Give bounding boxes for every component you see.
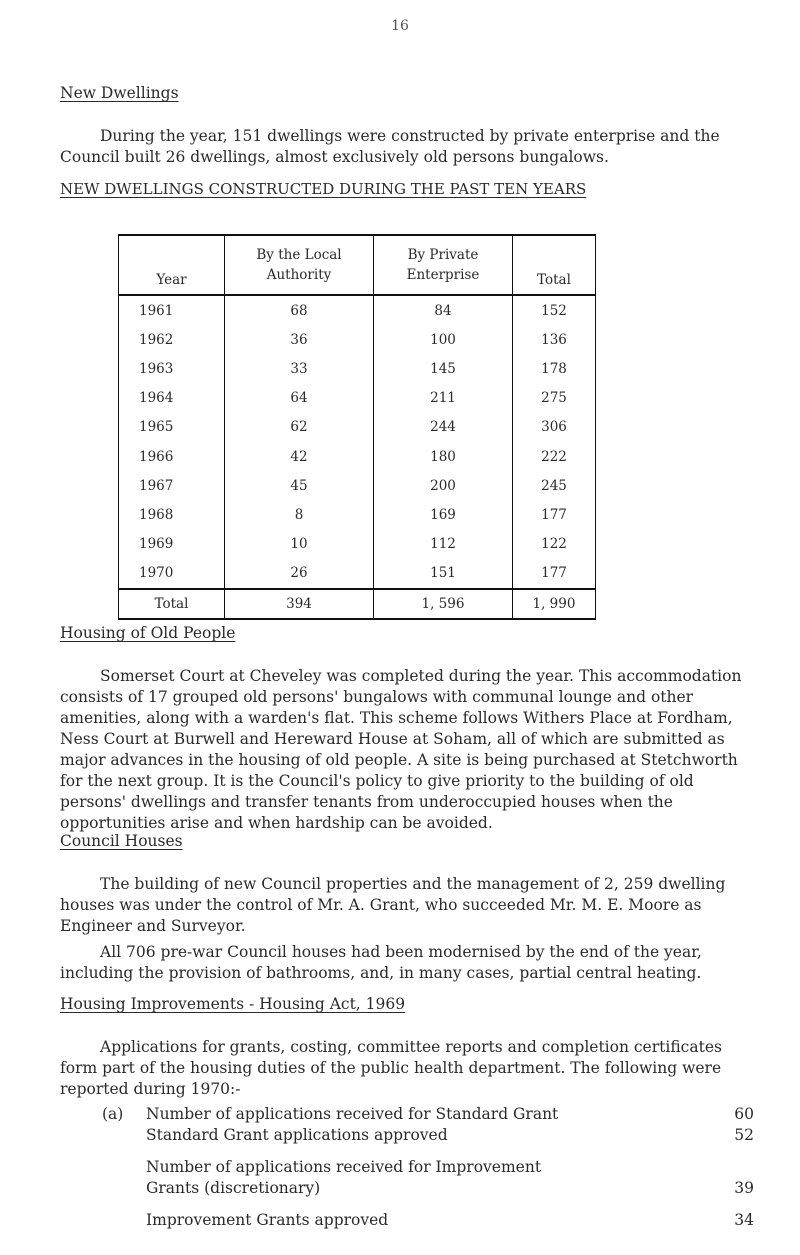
cell-local-authority: 68 [225,295,374,325]
table-row [119,384,596,413]
page-number: 16 [391,18,409,34]
cell-year: 1967 [119,471,225,500]
cell-local-authority: 64 [225,384,374,413]
cell-total: 245 [513,471,596,500]
table-row [119,530,596,559]
cell-total: 122 [513,530,596,559]
table-row [119,471,596,500]
cell-total: 306 [513,413,596,442]
cell-private-enterprise: 151 [374,559,513,589]
cell-year: 1961 [119,295,225,325]
cell-local-authority: 8 [225,500,374,529]
cell-private-enterprise: 145 [374,354,513,383]
cell-year: 1964 [119,384,225,413]
cell-private-enterprise: 169 [374,500,513,529]
cell-private-enterprise: 180 [374,442,513,471]
cell-private-enterprise: 244 [374,413,513,442]
cell-total: 222 [513,442,596,471]
cell-year: 1965 [119,413,225,442]
table-row [119,442,596,471]
cell-local-authority: 62 [225,413,374,442]
item-marker: (a) [102,1105,124,1123]
cell-year: 1963 [119,354,225,383]
old-people-paragraph: Somerset Court at Cheveley was completed during the year. This accommodation consists of 17 grouped old persons' bungalows with communal lounge and other amenities, along with a warden's flat. This scheme follows Withers Place at Fordham, Ness Court at Burwell and Hereward House at Soham, all of which are submitted as major advances in the housing of old people. A site is being purchased at Stetchworth for the next group. It is the Council's policy to give priority to the building of old persons' dwellings and transfer tenants from underoccupied houses when the opportunities arise and when hardship can be avoided. [60,667,742,832]
item-standard-received-label: Number of applications received for Standard Grant [146,1105,559,1123]
total-private-enterprise: 1, 596 [374,589,513,619]
table-row [119,413,596,442]
total-overall: 1, 990 [513,589,596,619]
cell-total: 136 [513,325,596,354]
cell-private-enterprise: 100 [374,325,513,354]
table-row [119,354,596,383]
council-houses-paragraph-1: The building of new Council properties and the management of 2, 259 dwelling houses was under the control of Mr. A. Grant, who succeeded Mr. M. E. Moore as Engineer and Surveyor. [60,875,726,935]
cell-year: 1966 [119,442,225,471]
table-title: NEW DWELLINGS CONSTRUCTED DURING THE PAST TEN YEARS [60,180,587,198]
header-total: Total [513,235,596,295]
cell-total: 178 [513,354,596,383]
cell-year: 1969 [119,530,225,559]
table-header-row [119,235,596,295]
total-label: Total [119,589,225,619]
cell-private-enterprise: 112 [374,530,513,559]
improvements-paragraph: Applications for grants, costing, committee reports and completion certificates form part of the housing duties of the public health department. The following were reported during 1970:- [60,1038,722,1098]
table-row [119,500,596,529]
table-total-row [119,589,596,619]
header-private-line2: Enterprise [406,267,480,283]
cell-year: 1968 [119,500,225,529]
cell-private-enterprise: 200 [374,471,513,500]
cell-private-enterprise: 211 [374,384,513,413]
item-standard-received-value: 60 [734,1105,754,1123]
cell-local-authority: 42 [225,442,374,471]
table-row [119,295,596,325]
item-improvement-received-value: 39 [734,1179,754,1197]
new-dwellings-paragraph: During the year, 151 dwellings were constructed by private enterprise and the Council built 26 dwellings, almost exclusively old persons bungalows. [60,127,720,166]
header-private-line1: By Private [407,247,479,263]
cell-local-authority: 10 [225,530,374,559]
cell-total: 177 [513,559,596,589]
council-houses-heading: Council Houses [60,832,183,850]
header-year: Year [119,235,225,295]
cell-total: 275 [513,384,596,413]
council-houses-paragraph-2: All 706 pre-war Council houses had been modernised by the end of the year, including the provision of bathrooms, and, in many cases, partial central heating. [60,943,702,982]
total-local-authority: 394 [225,589,374,619]
cell-total: 152 [513,295,596,325]
item-improvement-approved-label: Improvement Grants approved [146,1211,389,1229]
cell-private-enterprise: 84 [374,295,513,325]
item-improvement-approved-value: 34 [734,1211,754,1229]
dwellings-table [118,234,596,620]
item-improvement-received-label-1: Number of applications received for Improvement [146,1158,542,1176]
cell-local-authority: 36 [225,325,374,354]
table-row [119,559,596,589]
item-improvement-received-label-2: Grants (discretionary) [146,1179,321,1197]
table-row [119,325,596,354]
cell-year: 1970 [119,559,225,589]
cell-year: 1962 [119,325,225,354]
header-local-line1: By the Local [256,247,342,263]
cell-total: 177 [513,500,596,529]
header-local-authority [225,235,374,295]
header-private-enterprise [374,235,513,295]
old-people-heading: Housing of Old People [60,624,236,642]
header-local-line2: Authority [266,267,332,283]
improvements-heading: Housing Improvements - Housing Act, 1969 [60,995,406,1013]
cell-local-authority: 33 [225,354,374,383]
item-standard-approved-label: Standard Grant applications approved [146,1126,448,1144]
cell-local-authority: 45 [225,471,374,500]
new-dwellings-heading: New Dwellings [60,84,179,102]
item-standard-approved-value: 52 [734,1126,754,1144]
cell-local-authority: 26 [225,559,374,589]
